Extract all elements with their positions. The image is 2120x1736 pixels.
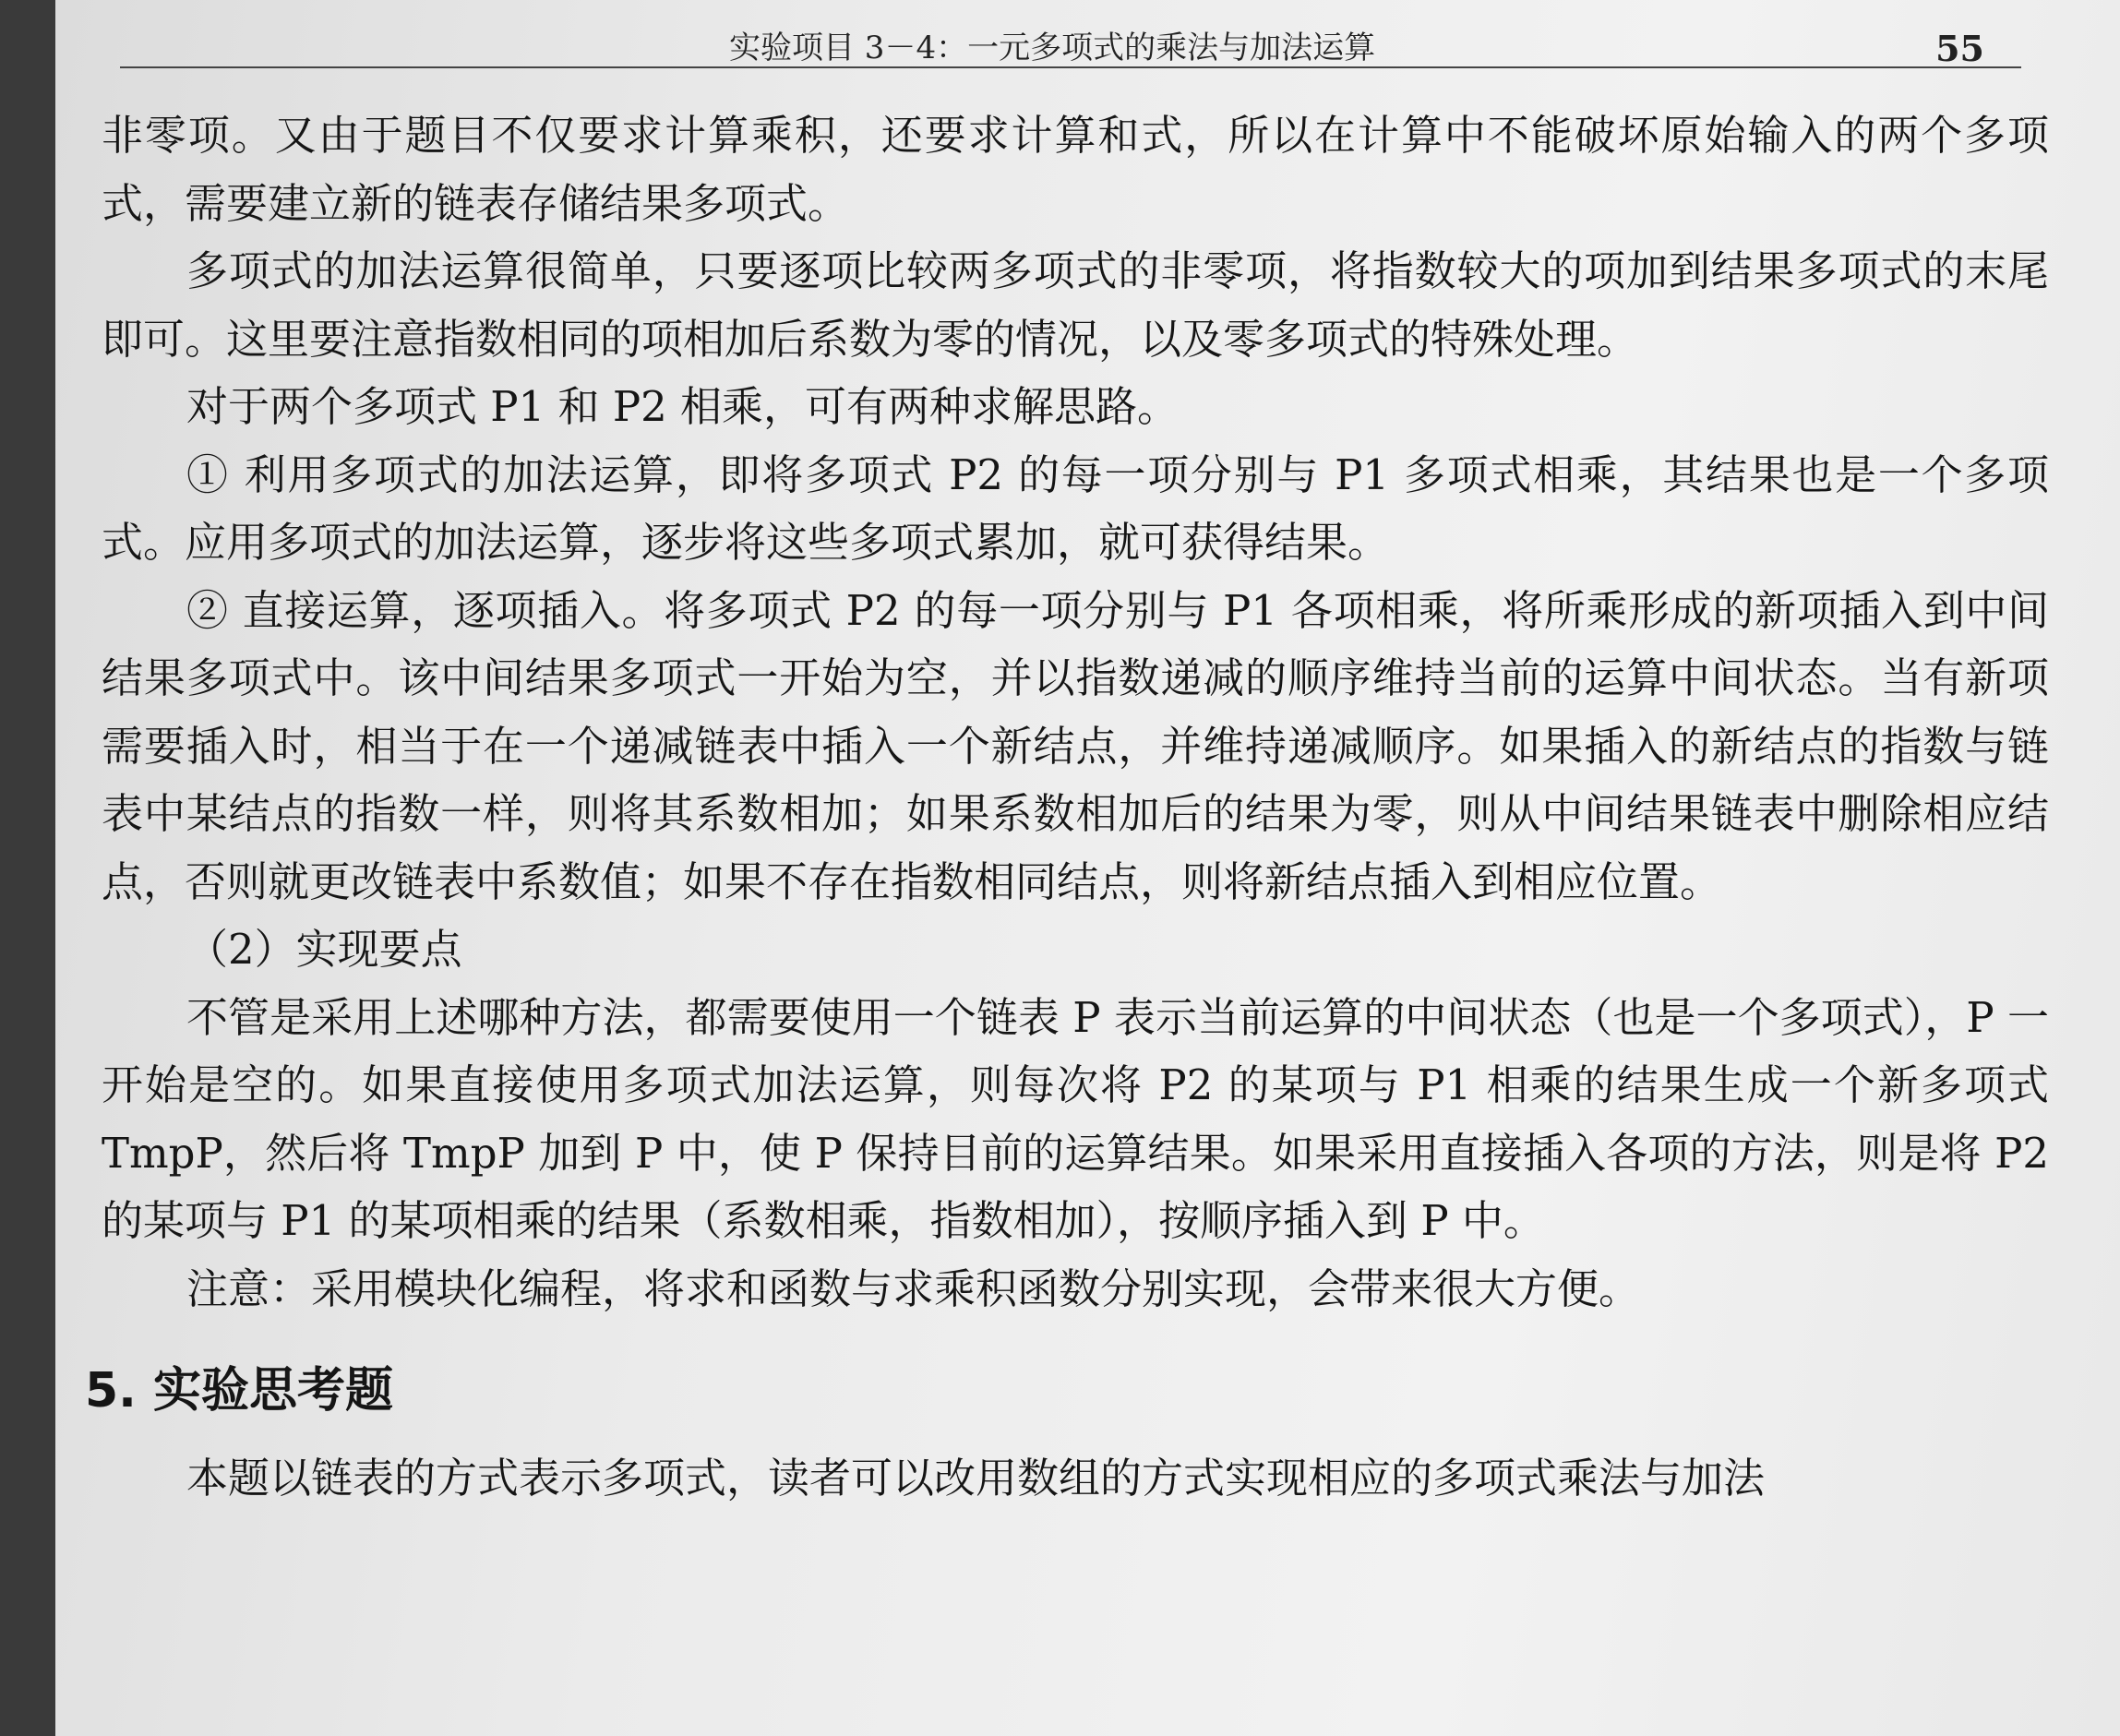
running-header: [120, 18, 2021, 68]
header-title: 实验项目 3－4：一元多项式的乘法与加法运算: [729, 30, 1376, 66]
page-number: 55: [1935, 28, 1984, 69]
book-page: [55, 0, 2120, 1736]
paragraph-multiplication-intro: 对于两个多项式 P1 和 P2 相乘，可有两种求解思路。: [186, 382, 1180, 431]
subheading-implementation: （2）实现要点: [186, 925, 462, 974]
paragraph-thinking-question: 本题以链表的方式表示多项式，读者可以改用数组的方式实现相应的多项式乘法与加法: [186, 1454, 1766, 1503]
paragraph-method-2: ② 直接运算，逐项插入。将多项式 P2 的每一项分别与 P1 各项相乘，将所乘形成的新项插入到中间结果多项式中。该中间结果多项式一开始为空，并以指数递减的顺序维持当前的运算中间状态。当有新项需要插入时，相当于在一个递减链表中插入一个新结点，并维持递减顺序。如果插入的新结点的指数与链表中某结点的指数一样，则将其系数相加；如果系数相加后的结果为零，则从中间结果链表中删除相应结点，否则就更改链表中系数值；如果不存在指数相同结点，则将新结点插入到相应位置。: [102, 585, 2049, 906]
paragraph-addition: 多项式的加法运算很简单，只要逐项比较两多项式的非零项，将指数较大的项加到结果多项式的末尾即可。这里要注意指数相同的项相加后系数为零的情况，以及零多项式的特殊处理。: [102, 246, 2049, 364]
section-heading: 5. 实验思考题: [85, 1363, 394, 1419]
paragraph-implementation: 不管是采用上述哪种方法，都需要使用一个链表 P 表示当前运算的中间状态（也是一个多项式），P 一开始是空的。如果直接使用多项式加法运算，则每次将 P2 的某项与 P1 相乘的结果生成一个新多项式 TmpP，然后将 TmpP 加到 P 中，使 P 保持目前的运算结果。如果采用直接插入各项的方法，则是将 P2 的某项与 P1 的某项相乘的结果（系数相乘，指数相加），按顺序插入到 P 中。: [102, 992, 2049, 1245]
page-body: [85, 102, 2049, 1513]
paragraph-note: 注意：采用模块化编程，将求和函数与求乘积函数分别实现，会带来很大方便。: [186, 1263, 1641, 1313]
paragraph-continued: 非零项。又由于题目不仅要求计算乘积，还要求计算和式，所以在计算中不能破坏原始输入的两个多项式，需要建立新的链表存储结果多项式。: [102, 111, 2049, 228]
paragraph-method-1: ① 利用多项式的加法运算，即将多项式 P2 的每一项分别与 P1 多项式相乘，其结果也是一个多项式。应用多项式的加法运算，逐步将这些多项式累加，就可获得结果。: [102, 449, 2049, 567]
